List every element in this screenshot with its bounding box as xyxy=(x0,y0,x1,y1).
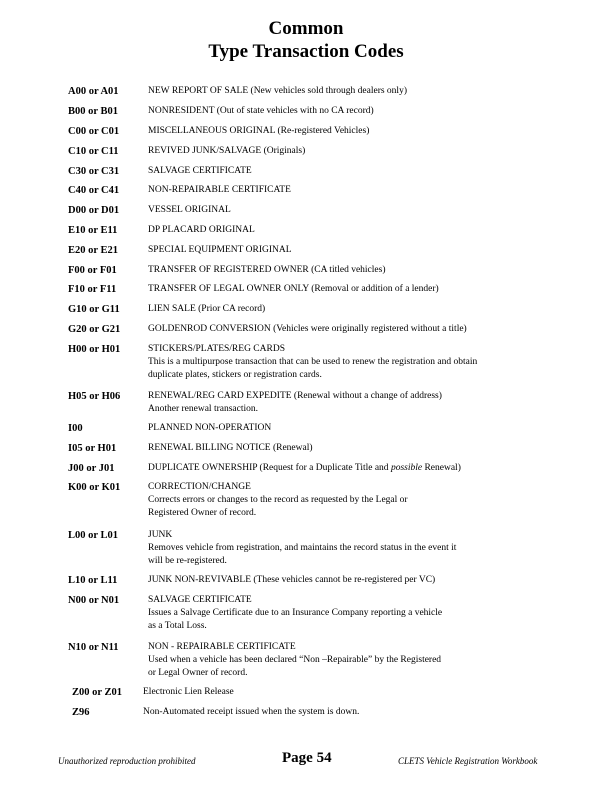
footer-disclaimer: Unauthorized reproduction prohibited xyxy=(58,756,196,766)
footer-document-title: CLETS Vehicle Registration Workbook xyxy=(398,756,538,766)
code-description xyxy=(148,594,548,633)
page-number: Page 54 xyxy=(282,750,332,766)
code-label: Z00 or Z01 xyxy=(72,687,122,698)
code-description: GOLDENROD CONVERSION (Vehicles were originally registered without a title) xyxy=(148,324,467,334)
code-description-detail: will be re-registered. xyxy=(148,556,227,566)
code-description: DP PLACARD ORIGINAL xyxy=(148,225,255,235)
code-description: PLANNED NON-OPERATION xyxy=(148,423,272,433)
code-label: D00 or D01 xyxy=(68,205,120,216)
code-description: Non-Automated receipt issued when the system is down. xyxy=(143,707,360,717)
code-description: LIEN SALE (Prior CA record) xyxy=(148,304,266,314)
code-description-title: SALVAGE CERTIFICATE xyxy=(148,595,252,605)
code-description-detail: or Legal Owner of record. xyxy=(148,668,248,678)
code-label: N10 or N11 xyxy=(68,642,119,653)
code-description: VESSEL ORIGINAL xyxy=(148,205,231,215)
code-label: E20 or E21 xyxy=(68,245,118,256)
code-description-text: Renewal) xyxy=(422,463,461,473)
code-description-text: DUPLICATE OWNERSHIP (Request for a Duplicate Title and xyxy=(148,463,391,473)
code-description xyxy=(148,462,548,475)
code-label: C40 or C41 xyxy=(68,185,120,196)
code-label: C30 or C31 xyxy=(68,166,120,177)
code-label: C10 or C11 xyxy=(68,146,119,157)
code-label: N00 or N01 xyxy=(68,595,120,606)
code-description: SALVAGE CERTIFICATE xyxy=(148,166,252,176)
page-title-line-1: Common xyxy=(268,18,344,39)
code-description: JUNK NON-REVIVABLE (These vehicles cannot be re-registered per VC) xyxy=(148,575,436,585)
code-description-title: NON - REPAIRABLE CERTIFICATE xyxy=(148,642,296,652)
code-description-detail: Used when a vehicle has been declared “Non –Repairable” by the Registered xyxy=(148,655,442,665)
code-description: NON-REPAIRABLE CERTIFICATE xyxy=(148,185,291,195)
code-description-detail: duplicate plates, stickers or registration cards. xyxy=(148,370,322,380)
code-label: L00 or L01 xyxy=(68,530,118,541)
code-description-emphasis: possible xyxy=(390,463,423,473)
code-label: B00 or B01 xyxy=(68,106,118,117)
code-label: F00 or F01 xyxy=(68,265,117,276)
code-description: REVIVED JUNK/SALVAGE (Originals) xyxy=(148,146,306,156)
code-description xyxy=(148,641,548,680)
code-label: L10 or L11 xyxy=(68,575,118,586)
code-label: F10 or F11 xyxy=(68,284,117,295)
code-label: Z96 xyxy=(72,707,90,718)
code-description: Electronic Lien Release xyxy=(143,687,234,697)
code-description: TRANSFER OF LEGAL OWNER ONLY (Removal or addition of a lender) xyxy=(148,284,439,294)
code-description: NEW REPORT OF SALE (New vehicles sold through dealers only) xyxy=(148,86,407,96)
code-label: C00 or C01 xyxy=(68,126,120,137)
code-description: SPECIAL EQUIPMENT ORIGINAL xyxy=(148,245,292,255)
code-label: E10 or E11 xyxy=(68,225,118,236)
code-description-title: JUNK xyxy=(148,530,173,540)
code-label: G10 or G11 xyxy=(68,304,120,315)
page-title-line-2: Type Transaction Codes xyxy=(208,41,404,62)
code-description-detail: Another renewal transaction. xyxy=(148,404,258,414)
code-label: I00 xyxy=(68,423,83,434)
code-label: H00 or H01 xyxy=(68,344,121,355)
code-description-detail: Issues a Salvage Certificate due to an Insurance Company reporting a vehicle xyxy=(148,608,443,618)
code-description xyxy=(148,529,548,568)
code-description xyxy=(148,390,548,416)
code-description-detail: Corrects errors or changes to the record as requested by the Legal or xyxy=(148,495,408,505)
code-description-detail: Removes vehicle from registration, and maintains the record status in the event it xyxy=(148,543,457,553)
code-label: I05 or H01 xyxy=(68,443,117,454)
code-description-title: CORRECTION/CHANGE xyxy=(148,482,251,492)
code-description-detail: This is a multipurpose transaction that can be used to renew the registration and obtain xyxy=(148,357,478,367)
code-description xyxy=(148,343,548,382)
code-description-title: STICKERS/PLATES/REG CARDS xyxy=(148,344,285,354)
code-description: NONRESIDENT (Out of state vehicles with no CA record) xyxy=(148,106,374,116)
code-description: MISCELLANEOUS ORIGINAL (Re-registered Vehicles) xyxy=(148,126,370,136)
code-description: TRANSFER OF REGISTERED OWNER (CA titled vehicles) xyxy=(148,265,386,275)
code-description-detail: as a Total Loss. xyxy=(148,621,207,631)
code-label: J00 or J01 xyxy=(68,463,115,474)
code-description-detail: Registered Owner of record. xyxy=(148,508,257,518)
code-label: K00 or K01 xyxy=(68,482,121,493)
code-description xyxy=(148,481,548,520)
code-label: A00 or A01 xyxy=(68,86,119,97)
code-label: H05 or H06 xyxy=(68,391,121,402)
code-description: RENEWAL BILLING NOTICE (Renewal) xyxy=(148,443,313,453)
code-description-title: RENEWAL/REG CARD EXPEDITE (Renewal without a change of address) xyxy=(148,391,442,401)
code-label: G20 or G21 xyxy=(68,324,121,335)
